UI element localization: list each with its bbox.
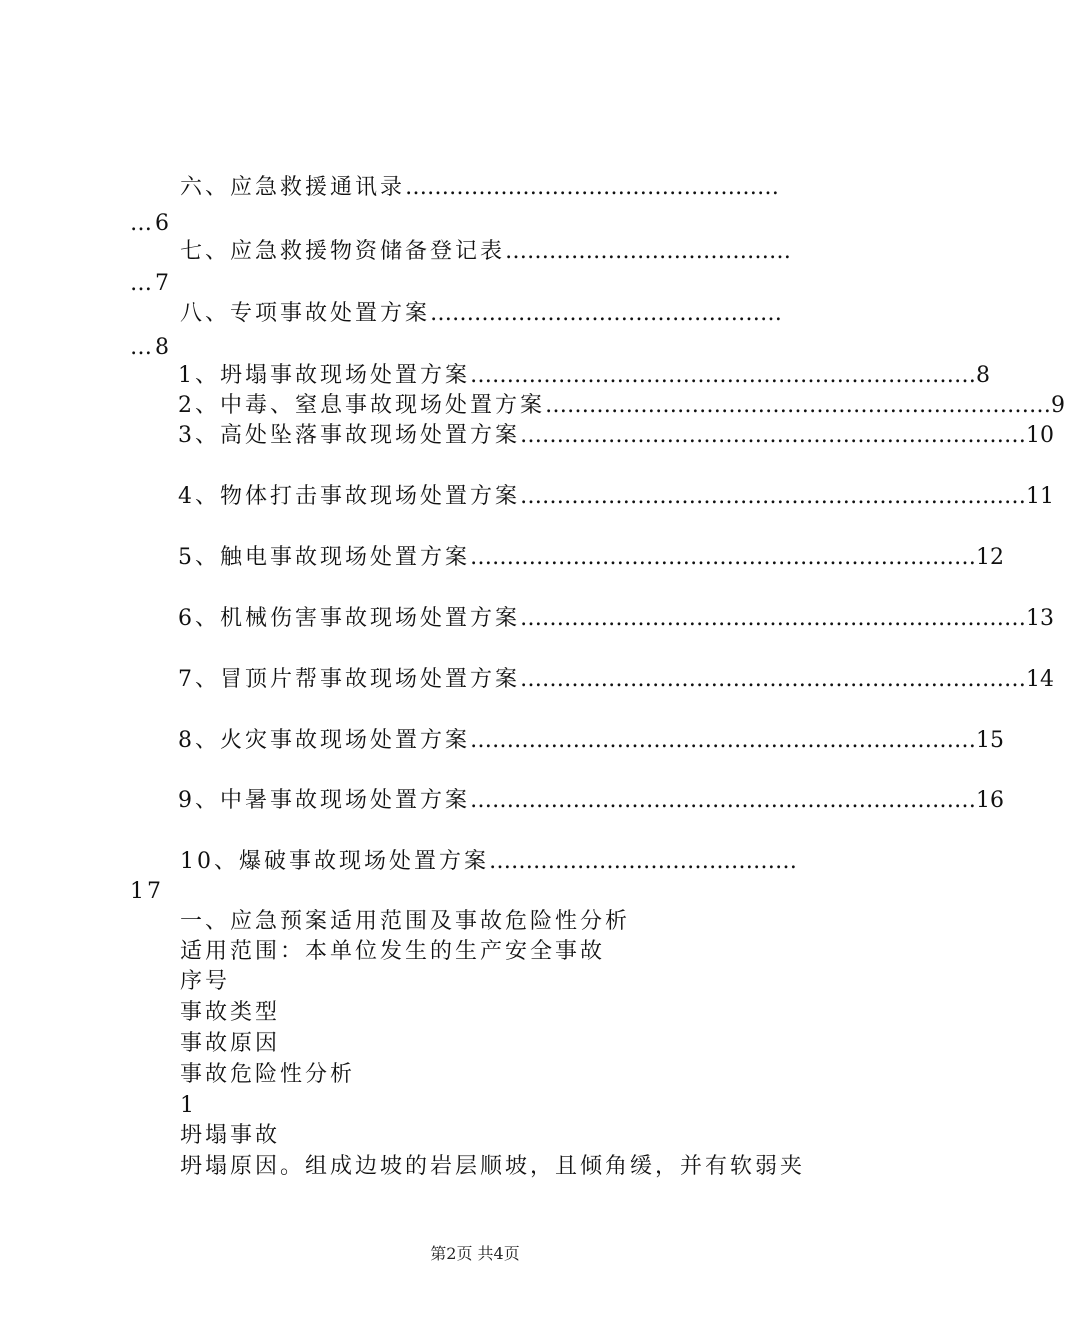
toc-item-6: 6、机械伤害事故现场处置方案 …………………………………………………………… 13 [178, 606, 1054, 631]
dot-leader: …………………………………………………………… [470, 788, 976, 813]
dot-leader: ………………………………… [505, 239, 792, 264]
toc-item-9: 9、中暑事故现场处置方案 …………………………………………………………… 16 [178, 788, 1004, 813]
row-type: 坍塌事故 [180, 1123, 281, 1148]
toc-item-3: 3、高处坠落事故现场处置方案 …………………………………………………………… 10 [178, 423, 1054, 448]
column-analysis: 事故危险性分析 [180, 1062, 356, 1087]
column-no: 序号 [180, 969, 231, 994]
toc-page-6: …6 [130, 211, 172, 236]
dot-leader: …………………………………………………………… [520, 423, 1026, 448]
toc-item-10: 10、爆破事故现场处置方案…………………………………… [180, 849, 797, 874]
dot-leader: …………………………………………………………… [520, 484, 1026, 509]
dot-leader: …………………………………………………………… [520, 667, 1026, 692]
toc-item-2: 2、中毒、窒息事故现场处置方案 …………………………………………………………… 9 [178, 393, 1065, 418]
dot-leader: ………………………………………… [430, 301, 783, 326]
dot-leader: …………………………………… [489, 849, 797, 874]
toc-item-7: 7、冒顶片帮事故现场处置方案 …………………………………………………………… 14 [178, 667, 1054, 692]
toc-page-17: 17 [130, 879, 164, 904]
column-type: 事故类型 [180, 1000, 281, 1025]
row-cause: 坍塌原因。组成边坡的岩层顺坡，且倾角缓，并有软弱夹 [180, 1154, 806, 1179]
row-number: 1 [180, 1093, 197, 1118]
page-footer: 第2页 共4页 [430, 1244, 520, 1263]
dot-leader: …………………………………………………………… [470, 545, 976, 570]
toc-page-8: …8 [130, 335, 172, 360]
dot-leader: …………………………………………………………… [470, 728, 976, 753]
toc-item-4: 4、物体打击事故现场处置方案 …………………………………………………………… 11 [178, 484, 1054, 509]
dot-leader: …………………………………………… [405, 175, 780, 200]
toc-entry-7: 七、应急救援物资储备登记表………………………………… [180, 239, 792, 264]
dot-leader: …………………………………………………………… [470, 363, 976, 388]
dot-leader: …………………………………………………………… [545, 393, 1051, 418]
toc-item-5: 5、触电事故现场处置方案 …………………………………………………………… 12 [178, 545, 1004, 570]
toc-item-1: 1、坍塌事故现场处置方案 …………………………………………………………… 8 [178, 363, 990, 388]
dot-leader: …………………………………………………………… [520, 606, 1026, 631]
column-cause: 事故原因 [180, 1031, 281, 1056]
toc-item-8: 8、火灾事故现场处置方案 …………………………………………………………… 15 [178, 728, 1004, 753]
toc-entry-8: 八、专项事故处置方案………………………………………… [180, 301, 783, 326]
scope-text: 适用范围：本单位发生的生产安全事故 [180, 939, 606, 964]
toc-entry-6: 六、应急救援通讯录…………………………………………… [180, 175, 780, 200]
toc-page-7: …7 [130, 271, 172, 296]
section-title: 一、应急预案适用范围及事故危险性分析 [180, 909, 631, 934]
